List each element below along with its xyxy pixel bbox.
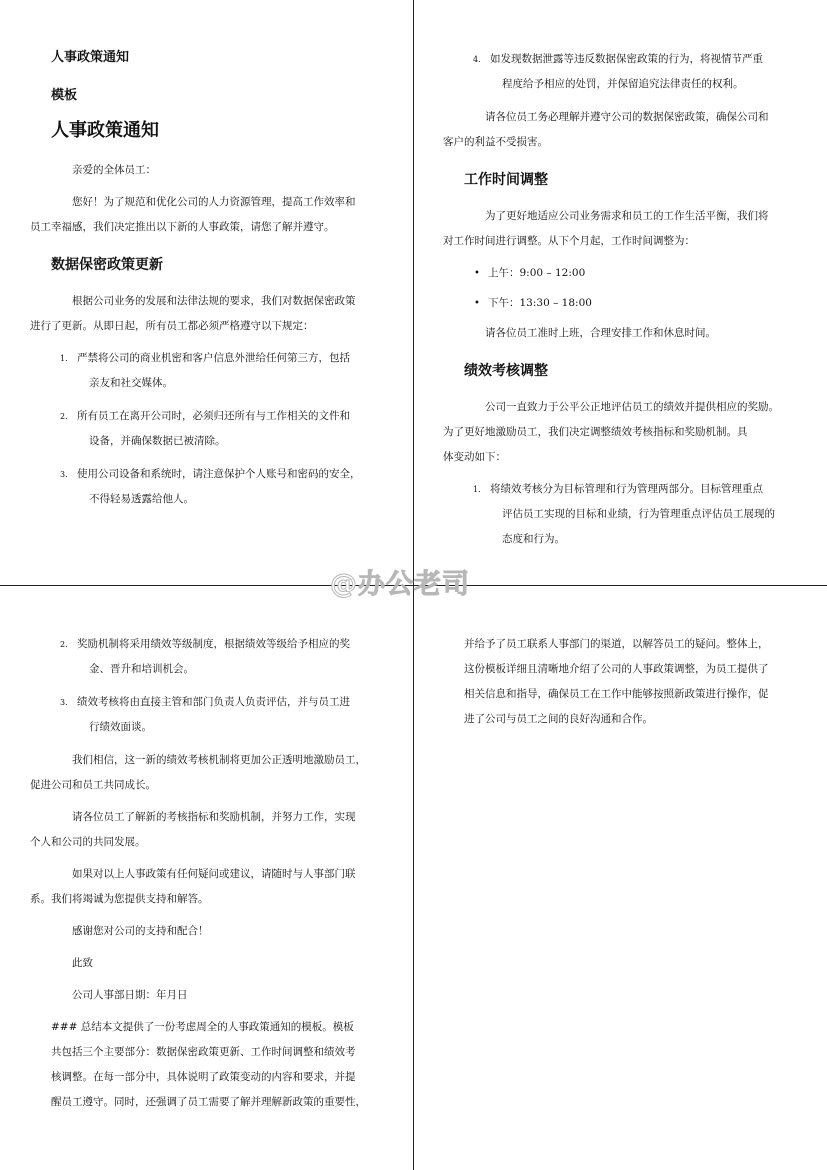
intro-paragraph: 您好！为了规范和优化公司的人力资源管理，提高工作效率和 员工幸福感，我们决定推出以下新的人事政策，请您了解并遵守。 [30, 196, 356, 233]
list-item: 1. 将绩效考核分为目标管理和行为管理两部分。目标管理重点 评估员工实现的目标和业绩，行为管理重点评估员工展现的 态度和行为。 [464, 477, 792, 552]
bullet-dot-icon: • [474, 298, 480, 309]
list-item: 2. 所有员工在离开公司时，必须归还所有与工作相关的文件和 设备，并确保数据已被清除。 [51, 404, 379, 454]
section-heading-data-confidentiality: 数据保密政策更新 [51, 257, 163, 273]
comply-paragraph: 请各位员工务必理解并遵守公司的数据保密政策，确保公司和 客户的利益不受损害。 [443, 111, 769, 148]
section2-intro: 为了更好地适应公司业务需求和员工的工作生活平衡，我们将 对工作时间进行调整。从下个月起，工作时间调整为： [443, 210, 769, 247]
list-number: 4. [473, 55, 481, 64]
list-number: 1. [473, 485, 481, 494]
punctual-paragraph: 请各位员工准时上班，合理安排工作和休息时间。 [485, 327, 716, 339]
list-number: 2. [60, 640, 68, 649]
list-item: 3. 绩效考核将由直接主管和部门负责人负责评估，并与员工进 行绩效面谈。 [51, 690, 379, 740]
section-heading-performance: 绩效考核调整 [464, 363, 548, 379]
regards-line: 此致 [72, 957, 93, 969]
bullet-item-morning: • 上午：9:00 – 12:00 [464, 261, 792, 286]
believe-paragraph: 我们相信，这一新的绩效考核机制将更加公正透明地激励员工， 促进公司和员工共同成长。 [30, 754, 366, 791]
section3-intro: 公司一直致力于公平公正地评估员工的绩效并提供相应的奖励。 为了更好地激励员工，我们决定调整绩效考核指标和奖励机制。具 体变动如下： [443, 401, 779, 463]
watermark-logo: @办公老司 [330, 569, 470, 600]
doc-title-small: 人事政策通知 [51, 50, 130, 65]
list-item: 3. 使用公司设备和系统时，请注意保护个人账号和密码的安全， 不得轻易透露给他人。 [51, 462, 379, 512]
contact-paragraph: 如果对以上人事政策有任何疑问或建议，请随时与人事部门联 系。我们将竭诚为您提供支持和解答。 [30, 868, 356, 905]
greeting: 亲爱的全体员工： [72, 164, 156, 176]
summary-paragraph: ### 总结本文提供了一份考虑周全的人事政策通知的模板。模板 共包括三个主要部分：数据保密政策更新、工作时间调整和绩效考 核调整。在每一部分中，具体说明了政策变动的内容和要求，并提 醒员工遵守。同时，还强调了员工需要了解并理解新政策的重要性， [51, 1021, 366, 1108]
list-item: 1. 严禁将公司的商业机密和客户信息外泄给任何第三方，包括 亲友和社交媒体。 [51, 346, 379, 396]
list-number: 1. [60, 354, 68, 363]
list-item: 2. 奖励机制将采用绩效等级制度，根据绩效等级给予相应的奖 金、晋升和培训机会。 [51, 632, 379, 682]
understand-paragraph: 请各位员工了解新的考核指标和奖励机制，并努力工作，实现 个人和公司的共同发展。 [30, 811, 356, 848]
thanks-line: 感谢您对公司的支持和配合！ [72, 925, 209, 937]
page-2 [443, 47, 792, 560]
page-4 [464, 632, 792, 739]
list-number: 2. [60, 412, 68, 421]
template-label: 模板 [51, 88, 78, 103]
bullet-dot-icon: • [474, 268, 480, 279]
list-number: 3. [60, 698, 68, 707]
summary-continued: 并给予了员工联系人事部门的渠道，以解答员工的疑问。整体上， 这份模板详细且清晰地介绍了公司的人事政策调整，为员工提供了 相关信息和指导，确保员工在工作中能够按照新政策进行操作，促 进了公司与员工之间的良好沟通和合作。 [464, 638, 769, 725]
bullet-item-afternoon: • 下午：13:30 – 18:00 [464, 291, 792, 316]
page-1 [30, 47, 379, 520]
section-heading-work-hours: 工作时间调整 [464, 172, 548, 188]
signoff-line: 公司人事部日期：年月日 [72, 989, 188, 1001]
list-number: 3. [60, 470, 68, 479]
doc-title: 人事政策通知 [51, 120, 159, 141]
list-item: 4. 如发现数据泄露等违反数据保密政策的行为，将视情节严重 程度给予相应的处罚，并保留追究法律责任的权利。 [464, 47, 792, 97]
section1-intro: 根据公司业务的发展和法律法规的要求，我们对数据保密政策 进行了更新。从即日起，所有员工都必须严格遵守以下规定： [30, 295, 356, 332]
page-3 [30, 632, 379, 1122]
